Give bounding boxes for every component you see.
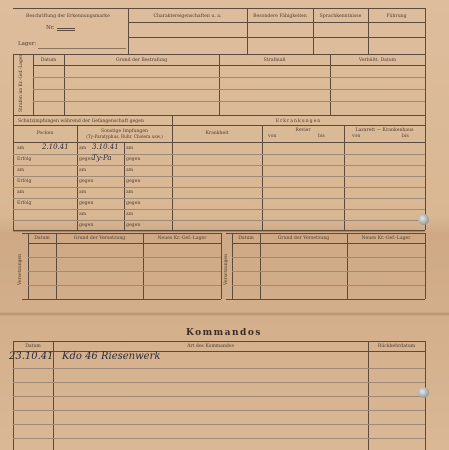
label-revier: Revier — [295, 128, 311, 133]
punch-hole — [418, 387, 429, 398]
vers-l-col-lager: Neues Kr.-Gef.-Lager — [157, 236, 207, 241]
kommandos-title: Kommandos — [186, 328, 262, 338]
rule — [13, 410, 425, 411]
rule — [13, 396, 425, 397]
komm-col-rueckkehr: Rückkehrdatum — [377, 344, 416, 349]
rule — [425, 233, 426, 299]
rule — [143, 233, 144, 299]
strafen-col-grund: Grund der Bestrafung — [115, 58, 168, 63]
rule — [28, 285, 221, 286]
vers-r-col-grund: Grund der Versetzung — [277, 236, 330, 241]
label-versetzungen-right: Versetzungen — [224, 253, 229, 285]
impf-row-label: am — [17, 146, 25, 151]
rule — [13, 231, 425, 232]
rule — [172, 125, 425, 126]
impf-row-am2: gegen — [126, 179, 141, 184]
rule — [347, 233, 348, 299]
rule — [232, 233, 233, 299]
impf-row-am: am — [79, 190, 87, 195]
vers-r-col-datum: Datum — [238, 236, 254, 241]
rule — [33, 54, 34, 115]
label-revier-von: von — [268, 134, 277, 139]
impf-row-am: gegen — [79, 157, 94, 162]
impf-row-pocken: 2.10.41 — [42, 143, 69, 151]
rule — [33, 101, 425, 102]
rule — [28, 271, 221, 272]
rule — [124, 142, 125, 230]
impf-row-am2: am — [126, 168, 134, 173]
rule — [28, 257, 221, 258]
impf-row-sonst: 3.10.41 — [92, 143, 119, 151]
vers-l-col-datum: Datum — [34, 236, 50, 241]
impf-row-am: am — [79, 168, 87, 173]
impf-row-am2: am — [126, 146, 134, 151]
label-sonstige: Sonstige Impfungen — [100, 129, 148, 134]
rule — [13, 165, 425, 166]
impf-row-sonst: Ty-Pa — [92, 154, 112, 162]
rule — [22, 299, 221, 300]
rule — [13, 142, 425, 143]
rule — [33, 77, 425, 78]
komm-col-art: Art des Kommandos — [187, 344, 234, 349]
impf-row-label: am — [17, 190, 25, 195]
label-nr: Nr. — [46, 25, 55, 31]
strafen-col-strafmass: Strafmaß — [263, 58, 286, 63]
rule — [128, 22, 425, 23]
impf-row-am: gegen — [79, 179, 94, 184]
rule — [219, 54, 220, 115]
impf-row-am2: gegen — [126, 201, 141, 206]
impf-row-label: Erfolg — [17, 179, 32, 184]
vers-l-col-grund: Grund der Versetzung — [73, 236, 126, 241]
punch-hole — [418, 214, 429, 225]
label-erkrankungen: Erkrankungen — [275, 119, 322, 124]
label-sonstige-sub: (Ty-Paratyphus, Ruhr, Cholera usw.) — [86, 134, 163, 139]
label-fuehrung: Führung — [386, 14, 407, 19]
label-sprach: Sprachkenntnisse — [319, 14, 362, 19]
rule — [13, 220, 425, 221]
rule — [28, 233, 29, 299]
impf-row-am: gegen — [79, 201, 94, 206]
impf-row-am2: am — [126, 212, 134, 217]
label-pocken: Pocken — [36, 131, 54, 136]
rule — [344, 125, 345, 230]
label-lazarett: Lazarett — Krankenhaus — [355, 128, 414, 133]
rule — [33, 65, 425, 66]
rule — [13, 54, 14, 115]
label-strafen: Strafen im Kr.-Gef.-Lager — [19, 54, 24, 112]
rule — [13, 115, 425, 116]
rule — [226, 233, 425, 234]
rule — [13, 424, 425, 425]
rule — [13, 341, 425, 342]
label-lazarett-von: von — [352, 134, 361, 139]
label-versetzungen-left: Versetzungen — [18, 253, 23, 285]
vers-r-col-lager: Neues Kr.-Gef.-Lager — [361, 236, 411, 241]
impf-row-am2: am — [126, 190, 134, 195]
rule — [13, 154, 425, 155]
rule — [22, 233, 221, 234]
nr-line — [57, 28, 75, 29]
komm-col-datum: Datum — [25, 344, 41, 349]
komm-entry-date: 23.10.41 — [9, 351, 54, 362]
impf-row-label: Erfolg — [17, 201, 32, 206]
komm-entry-text: Kdo 46 Riesenwerk — [62, 351, 161, 362]
impf-row-am: am — [79, 212, 87, 217]
rule — [13, 209, 425, 210]
rule — [260, 233, 261, 299]
label-lager: Lager: — [18, 41, 37, 47]
rule — [13, 125, 172, 126]
paper-fold — [0, 312, 449, 316]
rule — [77, 125, 78, 230]
impf-row-label: Erfolg — [17, 157, 32, 162]
rule — [64, 54, 65, 115]
label-impfungen: Schutzimpfungen während der Gefangenschaft gegen — [18, 119, 144, 124]
strafen-col-verbuesst: Verbüßt. Datum — [358, 58, 397, 63]
strafen-col-datum: Datum — [40, 58, 57, 63]
rule — [221, 233, 222, 299]
impf-row-am: gegen — [79, 223, 94, 228]
lager-line — [38, 48, 126, 49]
rule — [128, 37, 425, 38]
rule — [56, 233, 57, 299]
label-beschriftung: Beschriftung der Erkennungsmarke — [26, 14, 110, 19]
nr-line — [57, 30, 75, 31]
label-krankheit: Krankheit — [205, 131, 229, 136]
rule — [13, 438, 425, 439]
impf-row-am2: gegen — [126, 157, 141, 162]
rule — [262, 125, 263, 230]
impf-row-label: am — [17, 168, 25, 173]
rule — [232, 257, 425, 258]
rule — [13, 382, 425, 383]
rule — [13, 198, 425, 199]
rule — [13, 176, 425, 177]
rule — [425, 8, 426, 115]
label-revier-bis: bis — [318, 134, 325, 139]
rule — [232, 271, 425, 272]
rule — [33, 89, 425, 90]
rule — [330, 54, 331, 115]
rule — [425, 115, 426, 230]
label-faehigkeiten: Besondere Fähigkeiten — [253, 14, 307, 19]
impf-row-am2: gegen — [126, 223, 141, 228]
rule — [13, 187, 425, 188]
rule — [13, 368, 425, 369]
rule — [13, 8, 425, 9]
rule — [232, 285, 425, 286]
impf-row-am: am — [79, 146, 87, 151]
label-lazarett-bis: bis — [402, 134, 409, 139]
label-charakter: Charaktereigenschaften u. a. — [153, 14, 222, 19]
rule — [226, 299, 425, 300]
